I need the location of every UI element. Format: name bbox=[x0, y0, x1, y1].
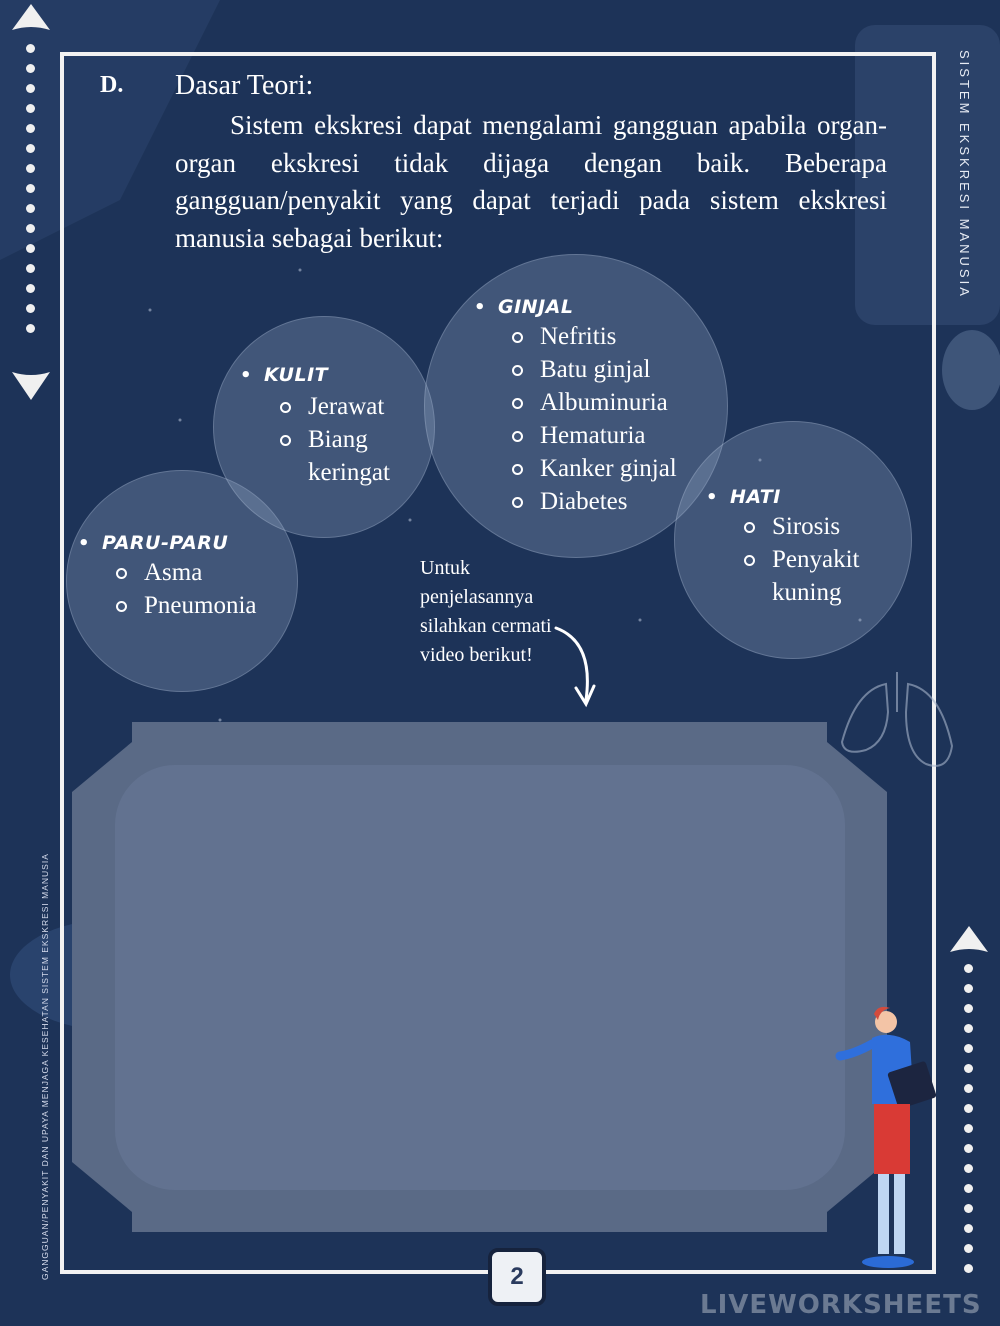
up-arrow-icon bbox=[10, 2, 52, 34]
list-item: Albuminuria bbox=[512, 386, 712, 419]
page-number: 2 bbox=[488, 1248, 546, 1306]
dotted-line-left bbox=[26, 44, 36, 344]
list-item: Diabetes bbox=[512, 485, 712, 518]
side-subtitle: GANGGUAN/PENYAKIT DAN UPAYA MENJAGA KESEHATAN SISTEM EKSKRESI MANUSIA bbox=[40, 853, 50, 1280]
teacher-illustration-icon bbox=[818, 1004, 942, 1280]
dotted-line-right bbox=[964, 964, 974, 1284]
list-item: Batu ginjal bbox=[512, 353, 712, 386]
kulit-heading: • KULIT bbox=[240, 364, 410, 386]
list-item: Nefritis bbox=[512, 320, 712, 353]
list-item: Kanker ginjal bbox=[512, 452, 712, 485]
down-arrow-icon bbox=[10, 366, 52, 402]
section-letter: D. bbox=[100, 72, 124, 98]
ginjal-heading: • GINJAL bbox=[474, 296, 712, 318]
list-item: Biang keringat bbox=[280, 423, 410, 489]
side-title: SISTEM EKSKRESI MANUSIA bbox=[957, 50, 972, 299]
list-item: Sirosis bbox=[744, 510, 884, 543]
hati-heading: • HATI bbox=[706, 486, 884, 508]
list-item: Asma bbox=[116, 556, 286, 589]
paru-heading: • PARU-PARU bbox=[78, 532, 286, 554]
list-item: Jerawat bbox=[280, 390, 410, 423]
list-item: Pneumonia bbox=[116, 589, 286, 622]
list-item: Penyakit kuning bbox=[744, 543, 884, 609]
lungs-icon bbox=[836, 672, 956, 776]
video-player[interactable] bbox=[115, 765, 845, 1190]
video-note: Untuk penjelasannya silahkan cermati video berikut! bbox=[420, 557, 552, 666]
list-item: Hematuria bbox=[512, 419, 712, 452]
kulit-group bbox=[240, 364, 410, 489]
brand-watermark: LIVEWORKSHEETS bbox=[700, 1290, 982, 1320]
ginjal-group bbox=[474, 296, 712, 518]
up-arrow-icon bbox=[948, 924, 990, 956]
hati-group bbox=[706, 486, 884, 609]
section-title: Dasar Teori: bbox=[175, 70, 314, 101]
curved-arrow-icon bbox=[550, 622, 600, 712]
theory-paragraph: Sistem ekskresi dapat mengalami gangguan apabila organ-organ ekskresi tidak dijaga dengan baik. Beberapa gangguan/penyakit yang dapat terjadi pada sistem ekskresi manusia sebagai berikut: bbox=[175, 110, 887, 253]
paru-group bbox=[78, 532, 286, 622]
